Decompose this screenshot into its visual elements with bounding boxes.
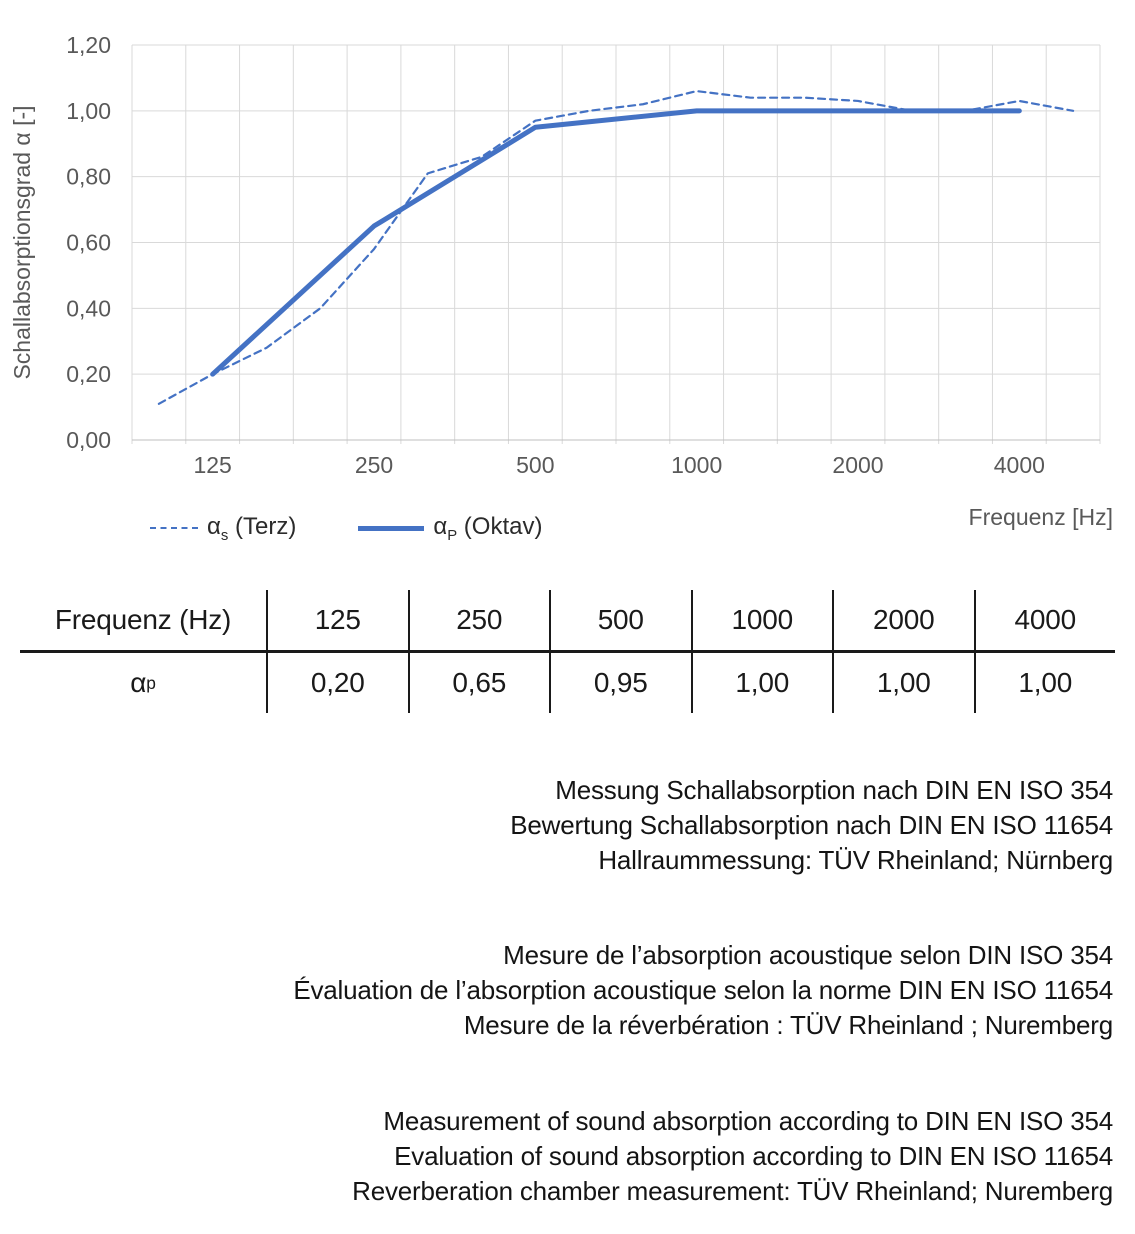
table-header-cell: 500: [549, 590, 691, 650]
note-line: Evaluation of sound absorption according to DIN EN ISO 11654: [394, 1141, 1113, 1171]
table-value-cell: 0,95: [549, 653, 691, 713]
svg-text:1,20: 1,20: [66, 32, 111, 58]
dashed-line-sample: [150, 527, 198, 529]
table-value-cell: 1,00: [832, 653, 974, 713]
table-header-cell: 1000: [691, 590, 833, 650]
table-header-cell: 4000: [974, 590, 1116, 650]
table-value-cell: 1,00: [691, 653, 833, 713]
legend-item-alpha-p: [358, 513, 542, 544]
note-line: Measurement of sound absorption according to DIN EN ISO 354: [383, 1106, 1113, 1136]
table-value-cell: 1,00: [974, 653, 1116, 713]
svg-text:0,20: 0,20: [66, 361, 111, 388]
note-line: Reverberation chamber measurement: TÜV Rheinland; Nuremberg: [352, 1176, 1113, 1206]
svg-text:Schallabsorptionsgrad α [-]: Schallabsorptionsgrad α [-]: [9, 105, 35, 380]
table-header-cell: Frequenz (Hz): [54, 604, 232, 635]
table-header-row: [20, 590, 1115, 653]
note-english: [0, 1104, 1113, 1209]
note-line: Hallraummessung: TÜV Rheinland; Nürnberg: [598, 845, 1113, 875]
svg-text:0,80: 0,80: [66, 163, 111, 190]
legend-label-alpha-p: $\alpha_P$ (Oktav): [433, 513, 543, 544]
svg-text:0,60: 0,60: [66, 229, 111, 256]
chart-legend: [150, 513, 542, 544]
svg-text:1,00: 1,00: [66, 97, 111, 124]
svg-text:4000: 4000: [993, 452, 1045, 478]
table-header-cell: 125: [266, 590, 408, 650]
svg-text:500: 500: [516, 452, 555, 478]
note-line: Évaluation de l’absorption acoustique selon la norme DIN EN ISO 11654: [293, 975, 1113, 1005]
note-line: Mesure de l’absorption acoustique selon DIN ISO 354: [503, 940, 1113, 970]
svg-text:0,40: 0,40: [66, 295, 111, 322]
sound-absorption-chart: [0, 0, 1135, 560]
svg-text:250: 250: [354, 452, 394, 478]
note-line: Bewertung Schallabsorption nach DIN EN ISO 11654: [510, 810, 1113, 840]
solid-line-sample: [358, 526, 424, 531]
table-row-label: α p: [130, 667, 156, 698]
svg-text:125: 125: [193, 452, 232, 478]
svg-text:0,00: 0,00: [66, 427, 111, 453]
note-french: [0, 938, 1113, 1043]
legend-label-alpha-s: $\alpha_s$ (Terz): [207, 513, 297, 544]
table-header-cell: 250: [408, 590, 550, 650]
table-header-cell: 2000: [832, 590, 974, 650]
legend-item-alpha-s: [150, 513, 296, 544]
table-value-cell: 0,20: [266, 653, 408, 713]
note-line: Messung Schallabsorption nach DIN EN ISO 354: [555, 775, 1113, 805]
svg-text:1000: 1000: [671, 452, 723, 478]
table-value-cell: 0,65: [408, 653, 550, 713]
x-axis-title: Frequenz [Hz]: [968, 504, 1113, 530]
table-value-row: [20, 653, 1115, 713]
absorption-table: [20, 590, 1115, 713]
chart-svg: [0, 0, 1135, 495]
note-german: [0, 773, 1113, 878]
svg-text:2000: 2000: [832, 452, 884, 478]
note-line: Mesure de la réverbération : TÜV Rheinland ; Nuremberg: [463, 1010, 1113, 1040]
